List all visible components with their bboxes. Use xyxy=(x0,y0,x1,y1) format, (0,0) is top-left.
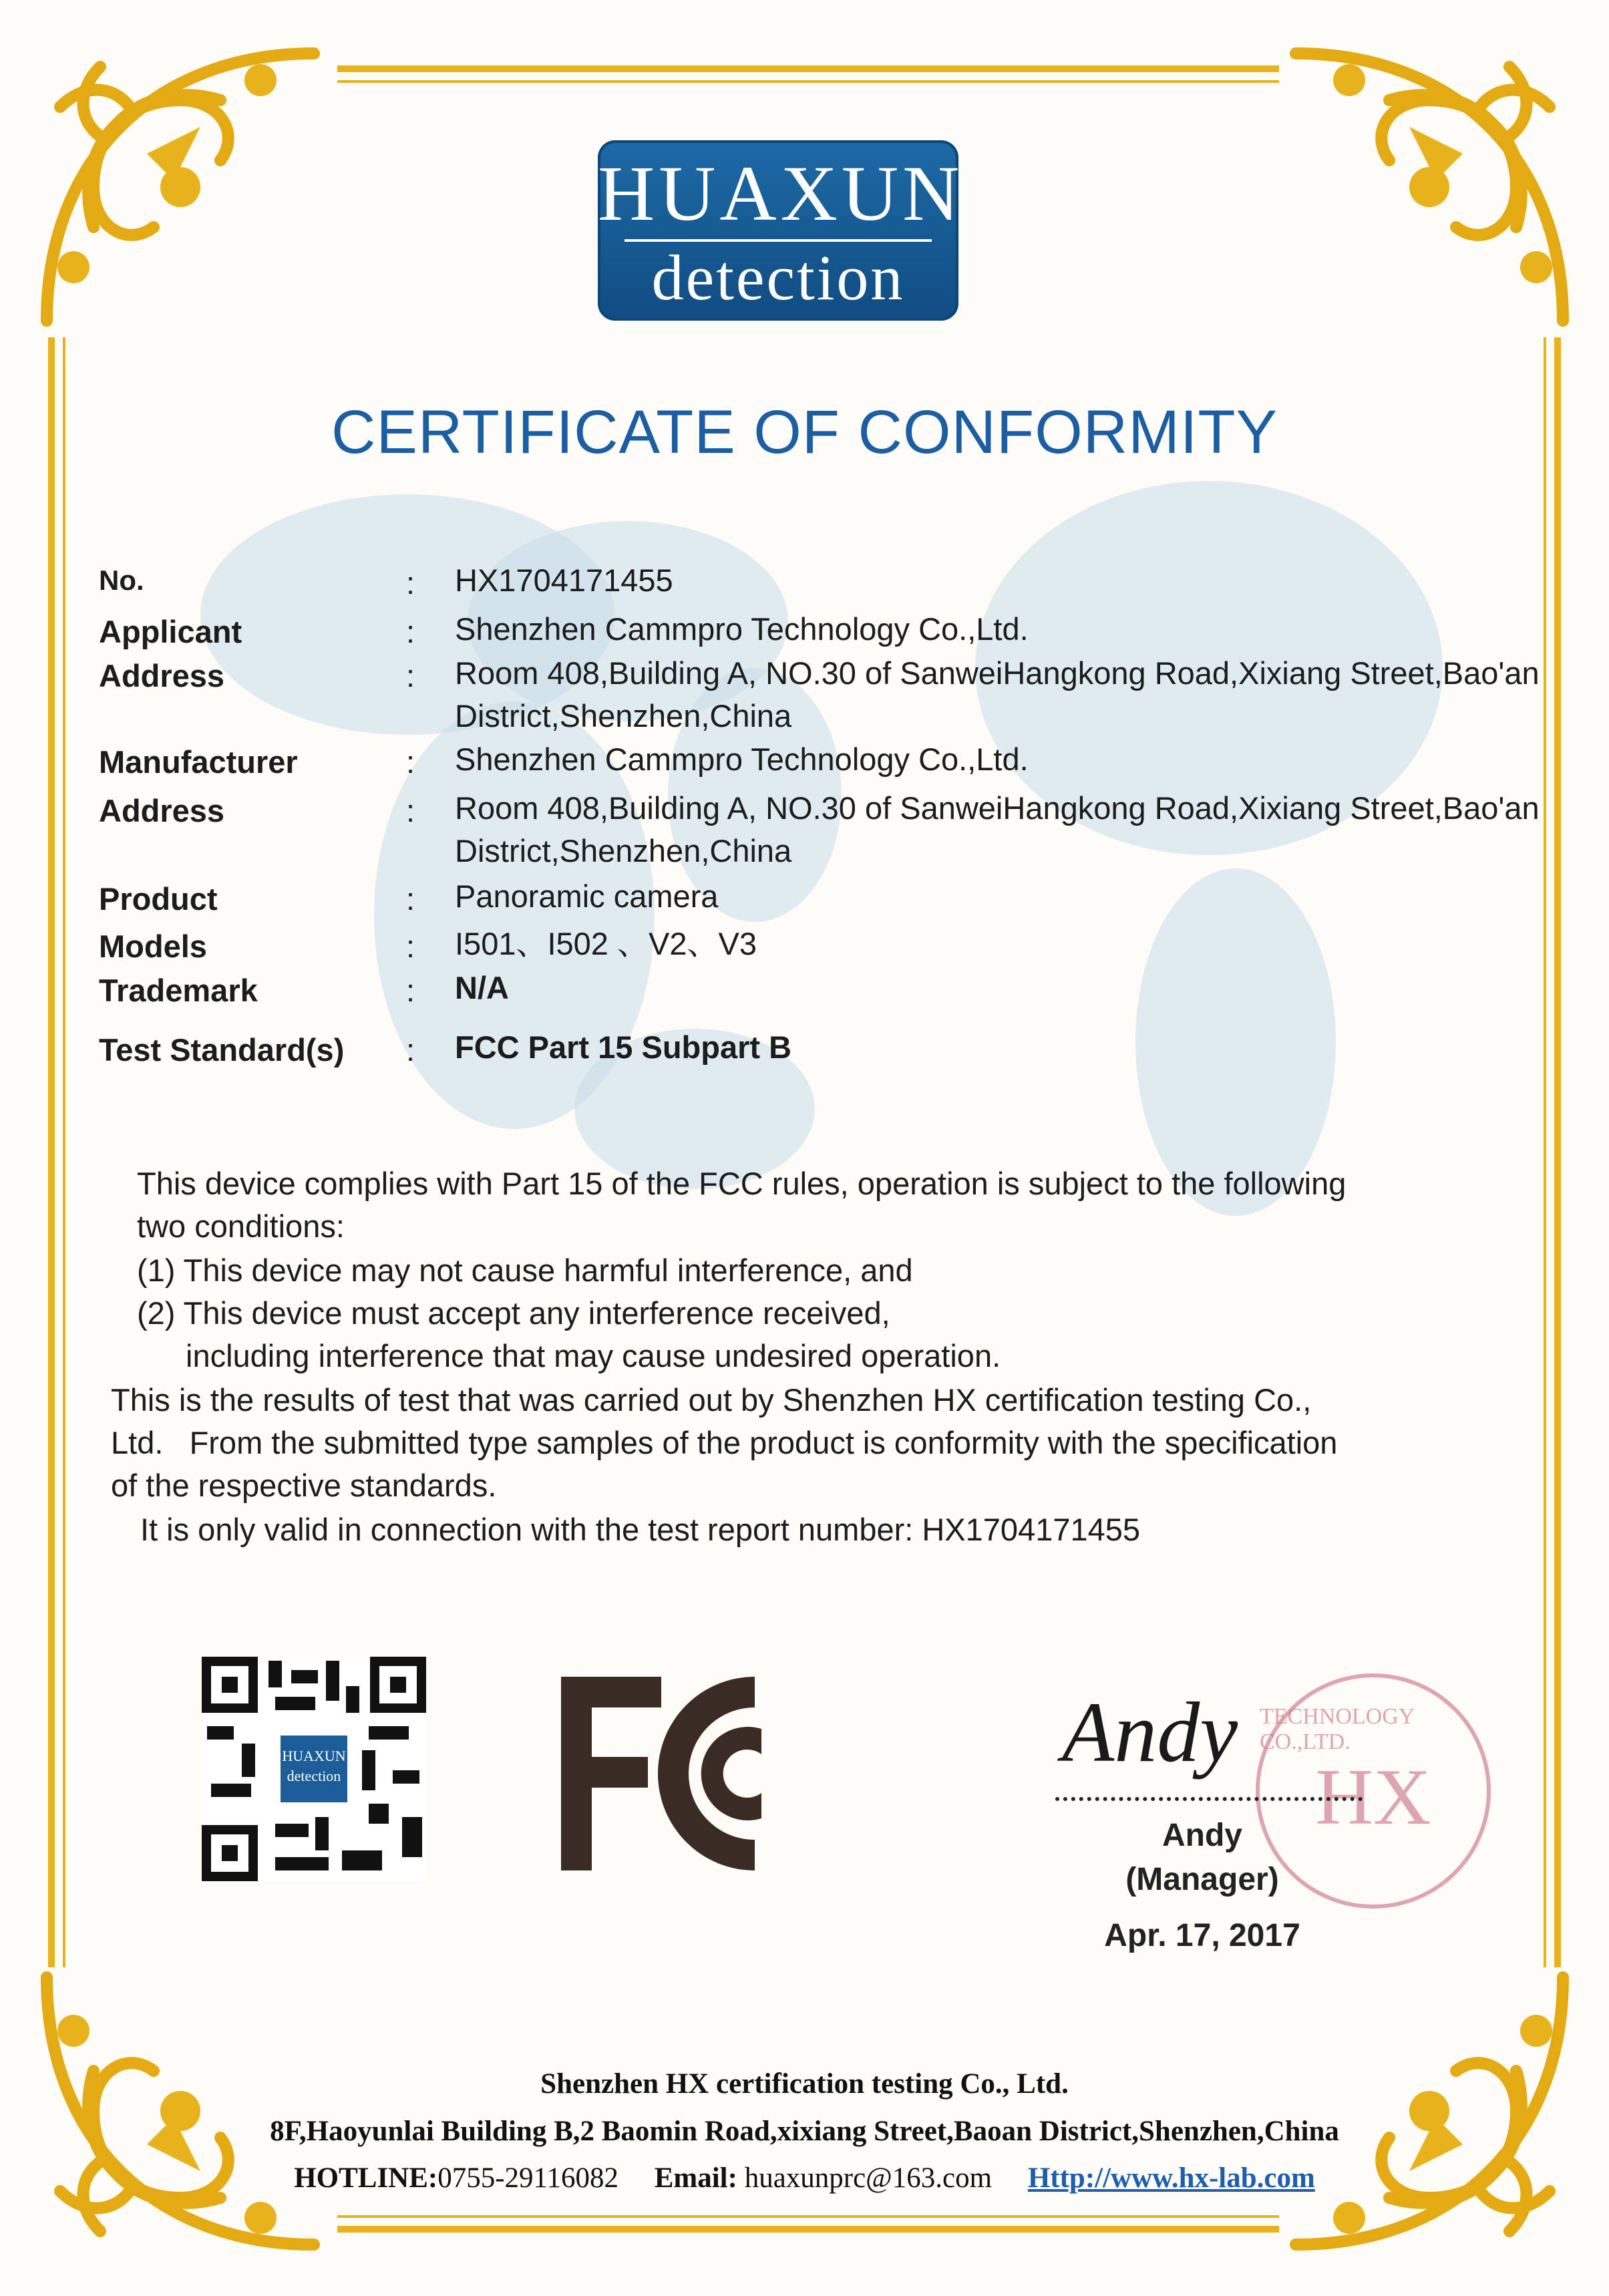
signature-dotted-line xyxy=(1055,1797,1363,1801)
field-applicant-address-line2: District,Shenzhen,China xyxy=(455,698,792,733)
qr-finder-bottom-left xyxy=(202,1825,258,1881)
qr-center-logo-line1: HUAXUN xyxy=(282,1748,346,1764)
seal-ring-text: TECHNOLOGY CO.,LTD. xyxy=(1260,1704,1415,1754)
huaxun-logo xyxy=(598,140,964,321)
qr-center-logo xyxy=(281,1736,347,1802)
email-value[interactable]: huaxunprc@163.com xyxy=(744,2162,993,2194)
field-manufacturer-address-line2: District,Shenzhen,China xyxy=(455,833,792,868)
field-applicant-address-line1: Room 408,Building A, NO.30 of SanweiHangkong Road,Xixiang Street,Bao'an xyxy=(455,655,1540,691)
field-models-value: I501、I502 、V2、V3 xyxy=(455,926,757,961)
field-applicant-address-label: Address xyxy=(99,658,225,693)
qr-code[interactable] xyxy=(202,1657,426,1881)
field-manufacturer-address-line1: Room 408,Building A, NO.30 of SanweiHangkong Road,Xixiang Street,Bao'an xyxy=(455,790,1540,826)
field-applicant-label: Applicant xyxy=(99,614,242,649)
field-no-value: HX1704171455 xyxy=(455,562,673,598)
field-models-label: Models xyxy=(99,929,207,964)
field-applicant-colon: : xyxy=(406,614,415,649)
corner-ornament-top-right xyxy=(1276,27,1590,341)
field-test-standards-colon: : xyxy=(406,1032,415,1068)
statement-p2-line3: of the respective standards. xyxy=(111,1468,497,1503)
field-product-label: Product xyxy=(99,881,218,917)
field-applicant-address-colon: : xyxy=(406,658,415,693)
statement-condition-2-cont: including interference that may cause undesired operation. xyxy=(186,1338,1001,1373)
fcc-logo xyxy=(561,1677,828,1870)
field-models-colon: : xyxy=(406,929,415,964)
field-no-colon: : xyxy=(406,565,415,601)
corner-ornament-bottom-left xyxy=(20,1957,334,2271)
field-test-standards-label: Test Standard(s) xyxy=(99,1032,345,1068)
signature-script: Andy xyxy=(1062,1685,1238,1780)
footer-contact xyxy=(0,2162,1609,2194)
field-applicant-value: Shenzhen Cammpro Technology Co.,Ltd. xyxy=(455,611,1029,647)
field-test-standards-value: FCC Part 15 Subpart B xyxy=(455,1029,792,1065)
field-trademark-value: N/A xyxy=(455,970,509,1005)
logo-line2: detection xyxy=(651,242,905,313)
certificate-title: CERTIFICATE OF CONFORMITY xyxy=(331,398,1278,466)
field-manufacturer-label: Manufacturer xyxy=(99,744,298,780)
email-label: Email: xyxy=(654,2162,737,2194)
statement-p2-line1: This is the results of test that was carried out by Shenzhen HX certification testing Co., xyxy=(111,1382,1312,1418)
qr-finder-top-left xyxy=(202,1657,258,1713)
field-trademark-label: Trademark xyxy=(99,973,258,1008)
field-trademark-colon: : xyxy=(406,973,415,1008)
statement-p1-line2: two conditions: xyxy=(137,1208,345,1244)
field-product-colon: : xyxy=(406,881,415,917)
website-link[interactable]: Http://www.hx-lab.com xyxy=(1027,2162,1315,2194)
footer-address: 8F,Haoyunlai Building B,2 Baomin Road,xixiang Street,Baoan District,Shenzhen,China xyxy=(270,2116,1339,2147)
field-no-label: No. xyxy=(99,564,144,596)
signer-title: (Manager) xyxy=(1125,1862,1279,1897)
seal-center-text: HX xyxy=(1315,1752,1431,1841)
field-manufacturer-address-label: Address xyxy=(99,793,225,828)
statement-p1-line1: This device complies with Part 15 of the FCC rules, operation is subject to the following xyxy=(137,1166,1347,1201)
signature-date: Apr. 17, 2017 xyxy=(1104,1918,1300,1953)
field-manufacturer-value: Shenzhen Cammpro Technology Co.,Ltd. xyxy=(455,742,1029,777)
hotline-label: HOTLINE: xyxy=(294,2162,438,2194)
corner-ornament-bottom-right xyxy=(1276,1957,1590,2271)
statement-p2-line2: Ltd. From the submitted type samples of the product is conformity with the specification xyxy=(111,1425,1338,1460)
qr-finder-top-right xyxy=(370,1657,426,1713)
footer-company: Shenzhen HX certification testing Co., Ltd. xyxy=(540,2068,1069,2100)
statement-p3: It is only valid in connection with the test report number: HX1704171455 xyxy=(140,1512,1141,1547)
corner-ornament-top-left xyxy=(20,27,334,341)
hotline-value: 0755-29116082 xyxy=(437,2162,618,2194)
statement-condition-1: (1) This device may not cause harmful interference, and xyxy=(137,1253,913,1288)
statement-condition-2: (2) This device must accept any interference received, xyxy=(137,1295,890,1331)
qr-center-logo-line2: detection xyxy=(287,1768,341,1784)
field-manufacturer-colon: : xyxy=(406,744,415,780)
field-manufacturer-address-colon: : xyxy=(406,793,415,828)
logo-line1: HUAXUN xyxy=(598,150,964,237)
signer-name: Andy xyxy=(1162,1818,1242,1853)
field-product-value: Panoramic camera xyxy=(455,878,719,914)
